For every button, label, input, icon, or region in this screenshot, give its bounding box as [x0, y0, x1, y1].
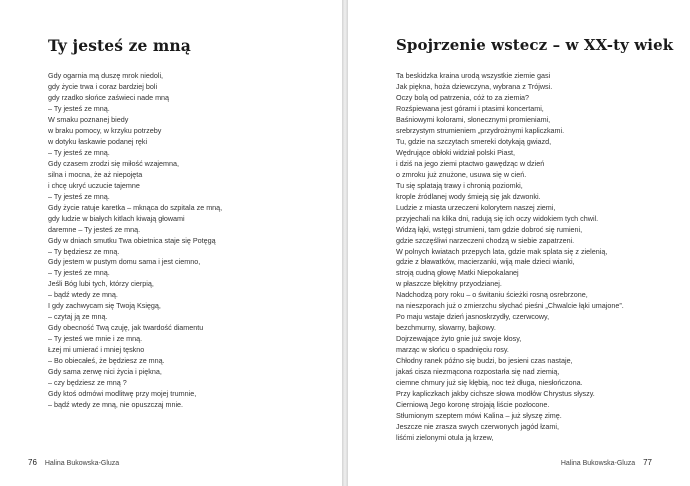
poem-line: gdzie z bławatków, macierzanki, wiją małe dzieci wianki,	[396, 257, 575, 267]
poem-line: gdy ludzie w białych kitlach kiwają głowami	[48, 213, 185, 223]
poem-line: w płaszcze błękitny przyodzianej.	[396, 279, 502, 289]
poem-line: Nadchodzą pory roku – o świtaniu ścieżki rosną osrebrzone,	[396, 290, 588, 300]
poem-line: I gdy zachwycam się Twoją Księgą,	[48, 301, 161, 311]
poem-line: bezchmurny, skwarny, bajkowy.	[396, 323, 496, 333]
poem-line: srebrzystym strumieniem „przydrożnymi kapliczkami.	[396, 125, 565, 135]
right-page	[348, 0, 690, 486]
poem-title-right: Spojrzenie wstecz – w XX-ty wiek	[396, 36, 674, 54]
poem-line: Dojrzewające żyto gnie już swoje kłosy,	[396, 334, 522, 344]
poem-line: – bądź wtedy ze mną, nie opuszczaj mnie.	[48, 400, 184, 410]
poem-line: krople źródlanej wody śmieją się jak dzwonki.	[396, 191, 541, 201]
poem-line: Wędrujące obłoki widział polski Piast,	[396, 147, 516, 157]
page-footer-left	[28, 458, 119, 467]
poem-line: Po maju wstaje dzień jasnoskrzydły, czerwcowy,	[396, 312, 550, 322]
poem-line: Tu, gdzie na szczytach smereki dotykają gwiazd,	[396, 136, 552, 146]
left-page	[0, 0, 342, 486]
poem-line: Oczy bolą od patrzenia, cóż to za ziemia?	[396, 92, 530, 102]
poem-line: Jeśli Bóg lubi tych, którzy cierpią,	[48, 279, 154, 289]
poem-line: w braku pomocy, w krzyku potrzeby	[48, 125, 162, 135]
poem-line: Przy kapliczkach jakby cichsze słowa modłów Chrystus słyszy.	[396, 389, 595, 399]
page-number-right: 77	[643, 458, 652, 467]
poem-line: Baśniowymi kolorami, słonecznymi promieniami,	[396, 114, 551, 124]
page-footer-right	[561, 458, 652, 467]
poem-line: Widzą łąki, wstęgi strumieni, tam gdzie dobroć się rumieni,	[396, 224, 583, 234]
poem-line: i chcę ukryć uczucie tajemne	[48, 180, 140, 190]
poem-line: daremne – Ty jesteś ze mną.	[48, 224, 141, 234]
page-number-left: 76	[28, 458, 37, 467]
poem-line: – Ty będziesz ze mną.	[48, 246, 120, 256]
poem-body-left	[48, 71, 222, 411]
poem-line: Gdy czasem zrodzi się miłość wzajemna,	[48, 158, 180, 168]
poem-line: – Bo obiecałeś, że będziesz ze mną.	[48, 356, 165, 366]
poem-line: stroją cudną głowę Matki Niepokalanej	[396, 268, 519, 278]
poem-line: gdy życie trwa i coraz bardziej boli	[48, 81, 158, 91]
poem-line: jakaś cisza niezmącona rozpostarła się nad ziemią,	[396, 367, 560, 377]
poem-line: gdy rzadko słońce zaświeci nade mną	[48, 92, 170, 102]
poem-title-left: Ty jesteś ze mną	[48, 36, 191, 55]
poem-line: Gdy jestem w pustym domu sama i jest ciemno,	[48, 257, 201, 267]
poem-body-right	[396, 71, 624, 444]
poem-line: – czy będziesz ze mną ?	[48, 378, 127, 388]
poem-line: Jak piękna, hoża dziewczyna, wybrana z Trójwsi.	[396, 81, 553, 91]
poem-line: Gdy ktoś odmówi modlitwę przy mojej trumnie,	[48, 389, 197, 399]
footer-author-left: Halina Bukowska-Gluza	[44, 460, 120, 467]
poem-line: Cierniową Jego koronę strojają liście pozłocone.	[396, 400, 550, 410]
poem-line: na nieszporach już o zmierzchu słychać pieśni „Chwalcie łąki umajone”.	[396, 301, 624, 311]
poem-line: i dziś na jego ziemi ptactwo gawędząc w dzień	[396, 158, 545, 168]
poem-line: Ta beskidzka kraina urodą wszystkie ziemie gasi	[396, 71, 551, 80]
poem-line: gdzie szczęśliwi narzeczeni chodzą w siebie zapatrzeni.	[396, 235, 575, 245]
poem-line: Jeszcze nie zrasza swych czerwonych jagód łzami,	[396, 422, 559, 431]
poem-line: Gdy życie ratuje karetka – mknąca do szpitala ze mną,	[48, 202, 223, 212]
poem-line: W polnych kwiatach przepych lata, gdzie mak splata się z zielenią,	[396, 246, 608, 256]
poem-line: Chłodny ranek późno się budzi, bo jesieni czas nastaje,	[396, 356, 573, 366]
footer-author-right: Halina Bukowska-Gluza	[560, 460, 636, 467]
poem-line: Gdy sama zerwę nici życia i piękna,	[48, 367, 162, 377]
poem-line: o zmroku już znużone, usuwa się w cień.	[396, 169, 527, 179]
poem-line: – bądź wtedy ze mną.	[48, 290, 118, 300]
poem-line: Gdy w dniach smutku Twa obietnica staje się Potęgą	[48, 235, 216, 245]
poem-line: w dotyku łaskawie podanej ręki	[48, 136, 148, 146]
poem-line: silna i mocna, że aż niepojęta	[48, 169, 143, 179]
poem-line: – Ty jesteś ze mną.	[48, 191, 110, 201]
poem-line: Tu się splatają trawy i chronią poziomki,	[396, 180, 523, 190]
poem-line: W smaku poznanej biedy	[48, 114, 129, 124]
poem-line: Ludzie z miasta urzeczeni kolorytem naszej ziemi,	[396, 202, 556, 212]
poem-line: – Ty jesteś ze mną.	[48, 103, 110, 113]
poem-line: ciemne chmury już się kłębią, noc też długa, niesłończona.	[396, 378, 583, 388]
poem-line: Łzej mi umierać i mniej tęskno	[48, 345, 145, 355]
poem-line: Stłumionym szeptem mówi Kalina – już słyszę zimę.	[396, 411, 562, 421]
poem-line: marząc w słońcu o spadnięciu rosy.	[396, 345, 509, 355]
poem-line: – Ty jesteś we mnie i ze mną.	[48, 334, 143, 344]
poem-line: liśćmi zielonymi otula ją krzew,	[396, 432, 494, 442]
poem-line: – Ty jesteś ze mną.	[48, 268, 110, 278]
poem-line: Rozśpiewana jest górami i ptasimi koncertami,	[396, 103, 544, 113]
poem-line: Gdy obecność Twą czuję, jak twardość diamentu	[48, 323, 204, 333]
poem-line: Gdy ogarnia mą duszę mrok niedoli,	[48, 71, 164, 80]
poem-line: – Ty jesteś ze mną.	[48, 147, 110, 157]
poem-line: – czytaj ją ze mną.	[48, 312, 108, 322]
poem-line: przyjechali na klika dni, radują się ich oczy widokiem tych chwil.	[396, 213, 599, 223]
